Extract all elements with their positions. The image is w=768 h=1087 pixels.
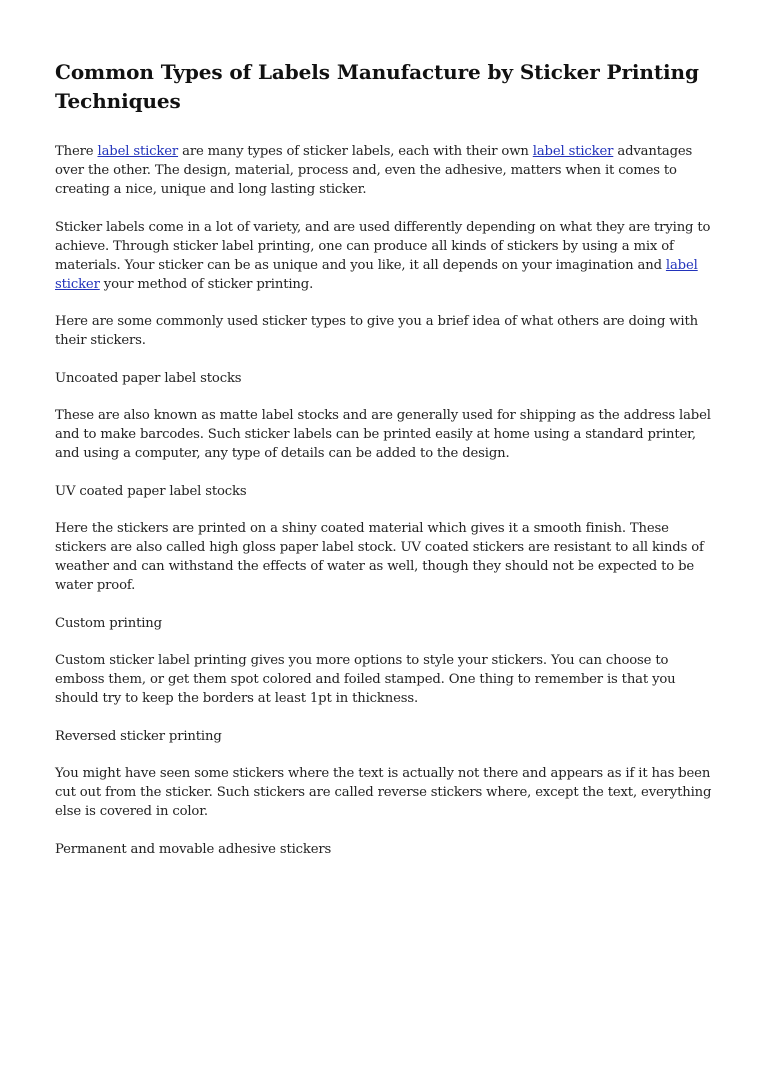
section-heading-reversed-printing: Reversed sticker printing (55, 728, 222, 744)
section-heading-custom-printing: Custom printing (55, 615, 162, 631)
label-sticker-link-3[interactable]: label sticker (55, 257, 698, 292)
section-body-reversed-printing: You might have seen some stickers where the text is actually not there and appears as if it has been cut out from the sticker. Such stickers are called reverse stickers where, except the text, everything else is covered in color. (55, 766, 712, 819)
section-body-uv-coated: Here the stickers are printed on a shiny coated material which gives it a smooth finish. These stickers are also called high gloss paper label stock. UV coated stickers are resistant to all kinds of weather and can withstand the effects of water as well, though they should not be expected to be water proof. (55, 521, 704, 593)
section-heading-uncoated: Uncoated paper label stocks (55, 370, 242, 386)
document-page (55, 58, 715, 877)
label-sticker-link-2[interactable]: label sticker (532, 144, 614, 159)
variety-paragraph (55, 218, 715, 294)
variety-text-1: Sticker labels come in a lot of variety, and are used differently depending on what they are trying to achieve. Through sticker label printing, one can produce all kinds of stickers by using a mix of materials. Your sticker can be as unique and you like, it all depends on your imagination and (55, 219, 711, 273)
overview-paragraph: Here are some commonly used sticker types to give you a brief idea of what others are doing with their stickers. (55, 314, 698, 348)
intro-text-1: There (55, 144, 98, 159)
section-body-custom-printing: Custom sticker label printing gives you more options to style your stickers. You can choose to emboss them, or get them spot colored and foiled stamped. One thing to remember is that you should try to keep the borders at least 1pt in thickness. (55, 653, 676, 706)
document-title: Common Types of Labels Manufacture by Sticker Printing Techniques (55, 60, 699, 113)
section-heading-uv-coated: UV coated paper label stocks (55, 483, 247, 499)
section-body-uncoated: These are also known as matte label stocks and are generally used for shipping as the address label and to make barcodes. Such sticker labels can be printed easily at home using a standard printer, and using a computer, any type of details can be added to the design. (55, 408, 711, 461)
intro-text-3: advantages over the other. The design, material, process and, even the adhesive, matters when it comes to creating a nice, unique and long lasting sticker. (55, 144, 693, 197)
variety-text-2: your method of sticker printing. (99, 276, 314, 292)
intro-text-2: are many types of sticker labels, each with their own (178, 144, 533, 159)
label-sticker-link-1[interactable]: label sticker (97, 144, 179, 159)
section-heading-adhesive-stickers: Permanent and movable adhesive stickers (55, 841, 332, 857)
intro-paragraph (55, 142, 715, 199)
